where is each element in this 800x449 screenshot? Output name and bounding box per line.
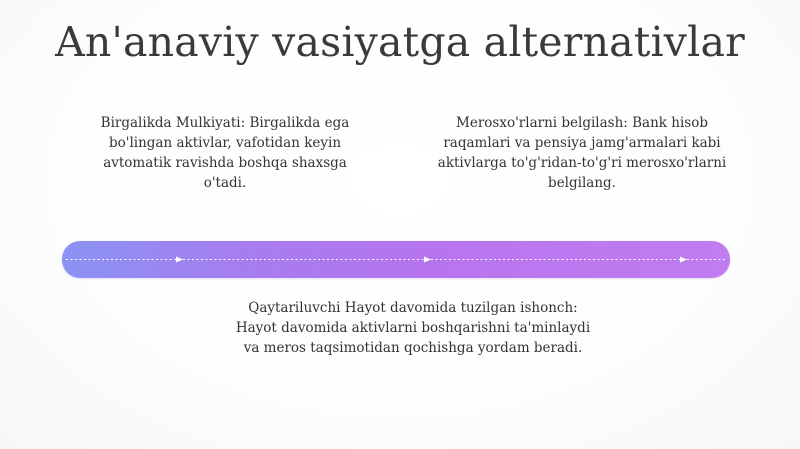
slide-title: An'anaviy vasiyatga alternativlar bbox=[55, 18, 745, 66]
timeline-connector-graphic bbox=[62, 241, 730, 278]
item-beneficiary-designation: Merosxo'rlarni belgilash: Bank hisob raqamlari va pensiya jamg'armalari kabi aktivlarga to'g'ridan-to'g'ri merosxo'rlarni belgilang. bbox=[437, 115, 727, 191]
arrow-right-icon bbox=[680, 257, 687, 263]
arrow-right-icon bbox=[176, 257, 183, 263]
timeline-bar bbox=[62, 241, 730, 278]
item-revocable-living-trust: Qaytariluvchi Hayot davomida tuzilgan ishonch: Hayot davomida aktivlarni boshqarishni ta'minlaydi va meros taqsimotidan qochishga yordam beradi. bbox=[235, 300, 591, 356]
arrow-right-icon bbox=[424, 257, 431, 263]
item-joint-ownership: Birgalikda Mulkiyati: Birgalikda ega bo'lingan aktivlar, vafotidan keyin avtomatik ravishda boshqa shaxsga o'tadi. bbox=[100, 115, 350, 191]
